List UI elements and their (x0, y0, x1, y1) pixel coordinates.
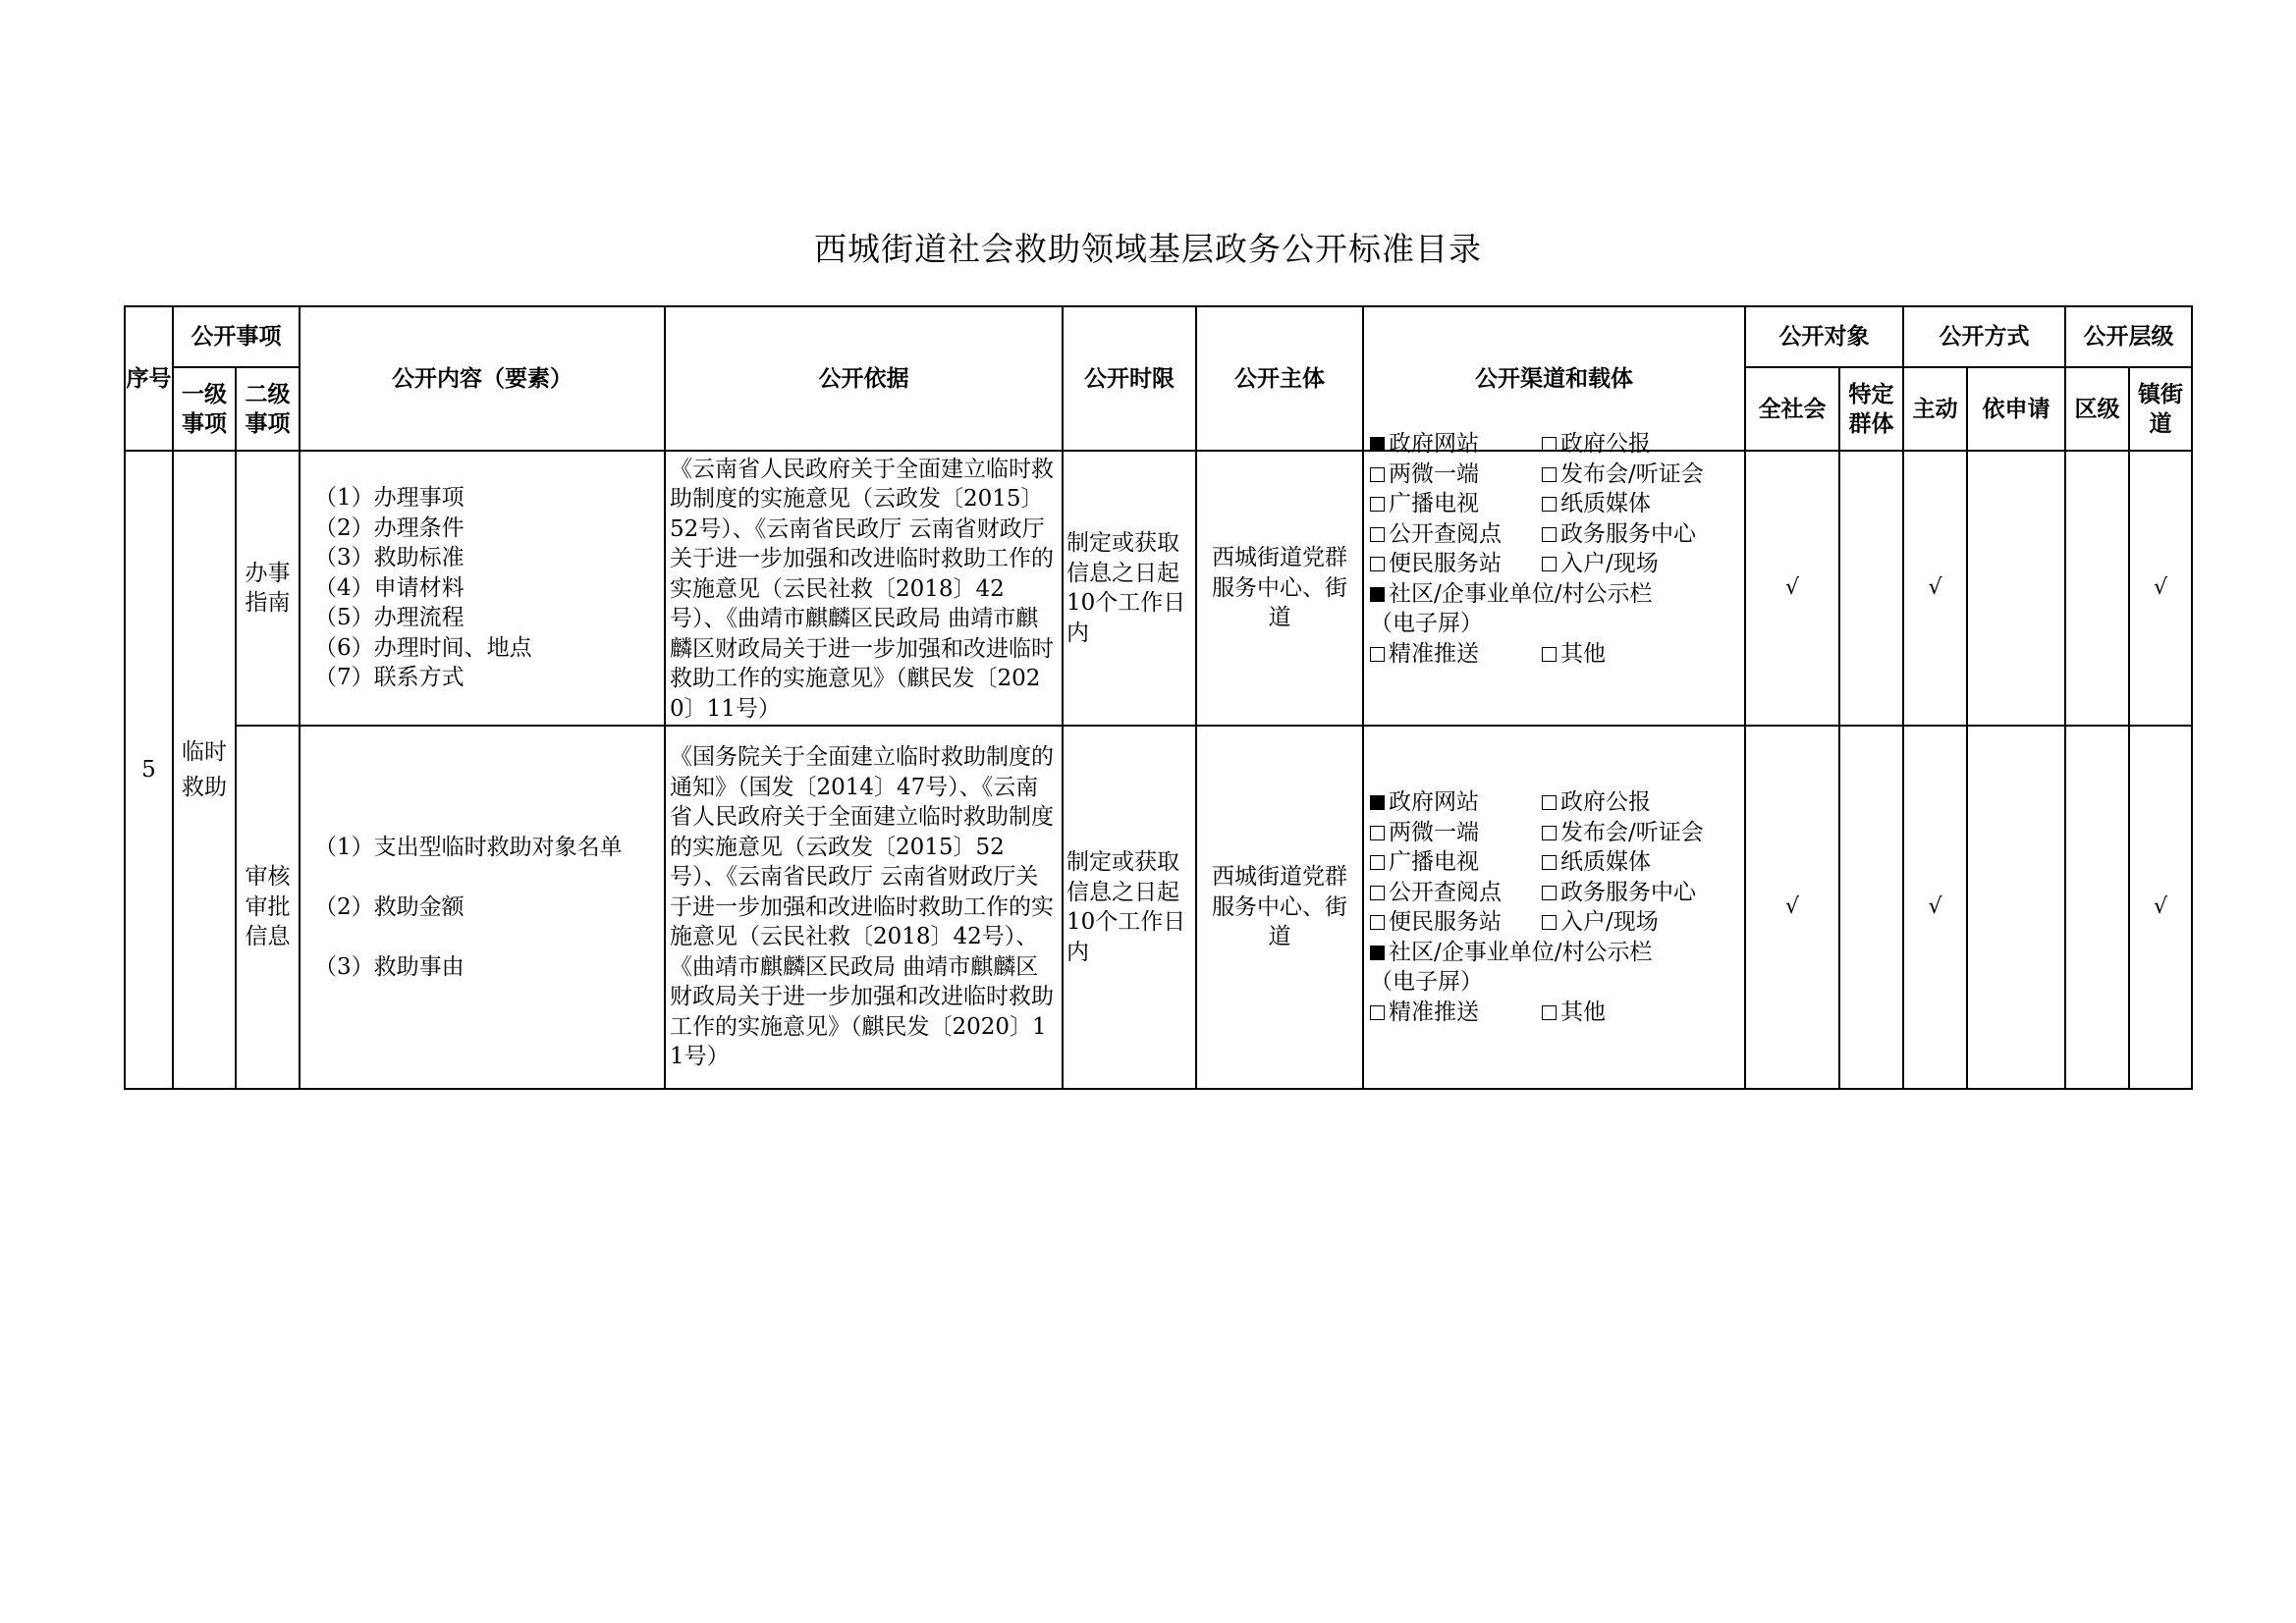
content-item: （3）救助事由 (314, 953, 465, 980)
checkbox-empty-icon (1370, 467, 1385, 482)
checkbox-empty-icon (1542, 826, 1557, 840)
content-item: （2）办理条件 (314, 514, 465, 541)
checkbox-empty-icon (1370, 826, 1385, 840)
checkbox-empty-icon (1542, 855, 1557, 870)
checkbox-empty-icon (1542, 497, 1557, 512)
content-cell (300, 726, 665, 1089)
header-time-limit: 公开时限 (1063, 306, 1196, 451)
content-item: （6）办理时间、地点 (314, 634, 532, 661)
level1-cell: 临时救助 (173, 451, 236, 1089)
channel-row: 公开查阅点 政务服务中心 (1370, 878, 1744, 908)
table-row (125, 726, 2192, 1089)
checkbox-empty-icon (1370, 647, 1385, 662)
checkbox-empty-icon (1370, 855, 1385, 870)
header-basis: 公开依据 (665, 306, 1063, 451)
checkbox-empty-icon (1542, 467, 1557, 482)
level-town-check: √ (2129, 726, 2192, 1089)
checkbox-empty-icon (1542, 795, 1557, 810)
page-title: 西城街道社会救助领域基层政务公开标准目录 (814, 230, 1482, 268)
checkbox-empty-icon (1542, 437, 1557, 452)
method-active-check: √ (1903, 451, 1967, 726)
channel-row: （电子屏） (1370, 969, 1483, 995)
checkbox-empty-icon (1542, 557, 1557, 571)
level-district-check (2065, 726, 2129, 1089)
channel-row: 社区/企事业单位/村公示栏 (1370, 938, 1744, 968)
header-target: 公开对象 (1745, 306, 1903, 367)
basis-text: 《国务院关于全面建立临时救助制度的通知》（国发〔2014〕47号）、《云南省人民政府关于全面建立临时救助制度的实施意见（云政发〔2015〕52号）、《云南省民政厅 云南省财政厅关于进一步加强和改进临时救助工作的实施意见（云民社救〔2018〕42号）、《曲靖市麒麟区民政局 曲靖市麒麟区财政局关于进一步加强和改进临时救助工作的实施意见》（麒民发〔2020〕11号） (670, 744, 1054, 1070)
checkbox-empty-icon (1370, 527, 1385, 542)
content-item: （5）办理流程 (314, 605, 465, 631)
checkbox-empty-icon (1370, 886, 1385, 900)
basis-cell (665, 451, 1063, 726)
checkbox-empty-icon (1370, 1005, 1385, 1020)
checkbox-filled-icon (1370, 795, 1385, 810)
method-request-check (1967, 451, 2065, 726)
seq-cell: 5 (125, 451, 173, 1089)
target-specific-check (1839, 451, 1903, 726)
header-level: 公开层级 (2065, 306, 2192, 367)
level2-cell: 审核审批信息 (236, 726, 300, 1089)
checkbox-empty-icon (1542, 527, 1557, 542)
content-item: （2）救助金额 (314, 893, 465, 920)
channel-row: 社区/企事业单位/村公示栏 (1370, 579, 1744, 610)
header-method: 公开方式 (1903, 306, 2065, 367)
channel-row: 政府网站 政府公报 (1370, 429, 1744, 460)
checkbox-empty-icon (1542, 647, 1557, 662)
target-specific-check (1839, 726, 1903, 1089)
basis-cell (665, 726, 1063, 1089)
method-request-check (1967, 726, 2065, 1089)
content-item: （7）联系方式 (314, 665, 465, 691)
header-level-town: 镇街道 (2129, 367, 2192, 451)
header-method-active: 主动 (1903, 367, 1967, 451)
checkbox-filled-icon (1370, 946, 1385, 960)
checkbox-empty-icon (1370, 915, 1385, 930)
header-method-request: 依申请 (1967, 367, 2065, 451)
disclosure-table (124, 305, 2193, 1090)
header-matters: 公开事项 (173, 306, 300, 367)
checkbox-empty-icon (1542, 915, 1557, 930)
channel-row: 公开查阅点 政务服务中心 (1370, 519, 1744, 550)
header-channels: 公开渠道和载体 (1363, 306, 1745, 451)
channel-row: （电子屏） (1370, 611, 1483, 636)
channels-cell (1363, 431, 1745, 726)
channel-row: 两微一端 发布会/听证会 (1370, 460, 1744, 490)
basis-text: 《云南省人民政府关于全面建立临时救助制度的实施意见（云政发〔2015〕52号）、《云南省民政厅 云南省财政厅关于进一步加强和改进临时救助工作的实施意见（云民社救〔2018〕42号）、《曲靖市麒麟区民政局 曲靖市麒麟区财政局关于进一步加强和改进临时救助工作的实施意见》（麒民发〔2020〕11号） (670, 456, 1054, 722)
level-town-check: √ (2129, 451, 2192, 726)
content-item: （1）办理事项 (314, 485, 465, 512)
channel-row: 广播电视 纸质媒体 (1370, 489, 1744, 519)
checkbox-empty-icon (1542, 886, 1557, 900)
header-subject: 公开主体 (1196, 306, 1363, 451)
method-active-check: √ (1903, 726, 1967, 1089)
channel-row: 两微一端 发布会/听证会 (1370, 818, 1744, 848)
time-limit-cell: 制定或获取信息之日起10个工作日内 (1063, 726, 1196, 1089)
channel-row: 精准推送 其他 (1370, 639, 1744, 670)
checkbox-empty-icon (1370, 497, 1385, 512)
channel-row: 便民服务站 入户/现场 (1370, 549, 1744, 579)
channel-row: 广播电视 纸质媒体 (1370, 847, 1744, 878)
level-district-check (2065, 451, 2129, 726)
header-content: 公开内容（要素） (300, 306, 665, 451)
channel-row: 政府网站 政府公报 (1370, 787, 1744, 818)
table-row (125, 451, 2192, 726)
checkbox-filled-icon (1370, 437, 1385, 452)
checkbox-empty-icon (1542, 1005, 1557, 1020)
content-item: （1）支出型临时救助对象名单 (314, 834, 623, 860)
channel-row: 精准推送 其他 (1370, 998, 1744, 1028)
channel-row: 便民服务站 入户/现场 (1370, 907, 1744, 938)
header-level1: 一级事项 (173, 367, 236, 451)
header-target-specific: 特定群体 (1839, 367, 1903, 451)
subject-cell: 西城街道党群服务中心、街道 (1196, 451, 1363, 726)
header-target-all: 全社会 (1745, 367, 1839, 451)
content-item: （3）救助标准 (314, 545, 465, 571)
checkbox-empty-icon (1370, 557, 1385, 571)
header-level2: 二级事项 (236, 367, 300, 451)
target-all-check: √ (1745, 726, 1839, 1089)
header-level-district: 区级 (2065, 367, 2129, 451)
header-seq: 序号 (125, 306, 173, 451)
target-all-check: √ (1745, 451, 1839, 726)
checkbox-filled-icon (1370, 587, 1385, 602)
time-limit-cell: 制定或获取信息之日起10个工作日内 (1063, 451, 1196, 726)
subject-cell: 西城街道党群服务中心、街道 (1196, 726, 1363, 1089)
content-item: （4）申请材料 (314, 574, 465, 601)
content-cell (300, 451, 665, 726)
channels-cell (1363, 726, 1745, 1089)
level2-cell: 办事指南 (236, 451, 300, 726)
